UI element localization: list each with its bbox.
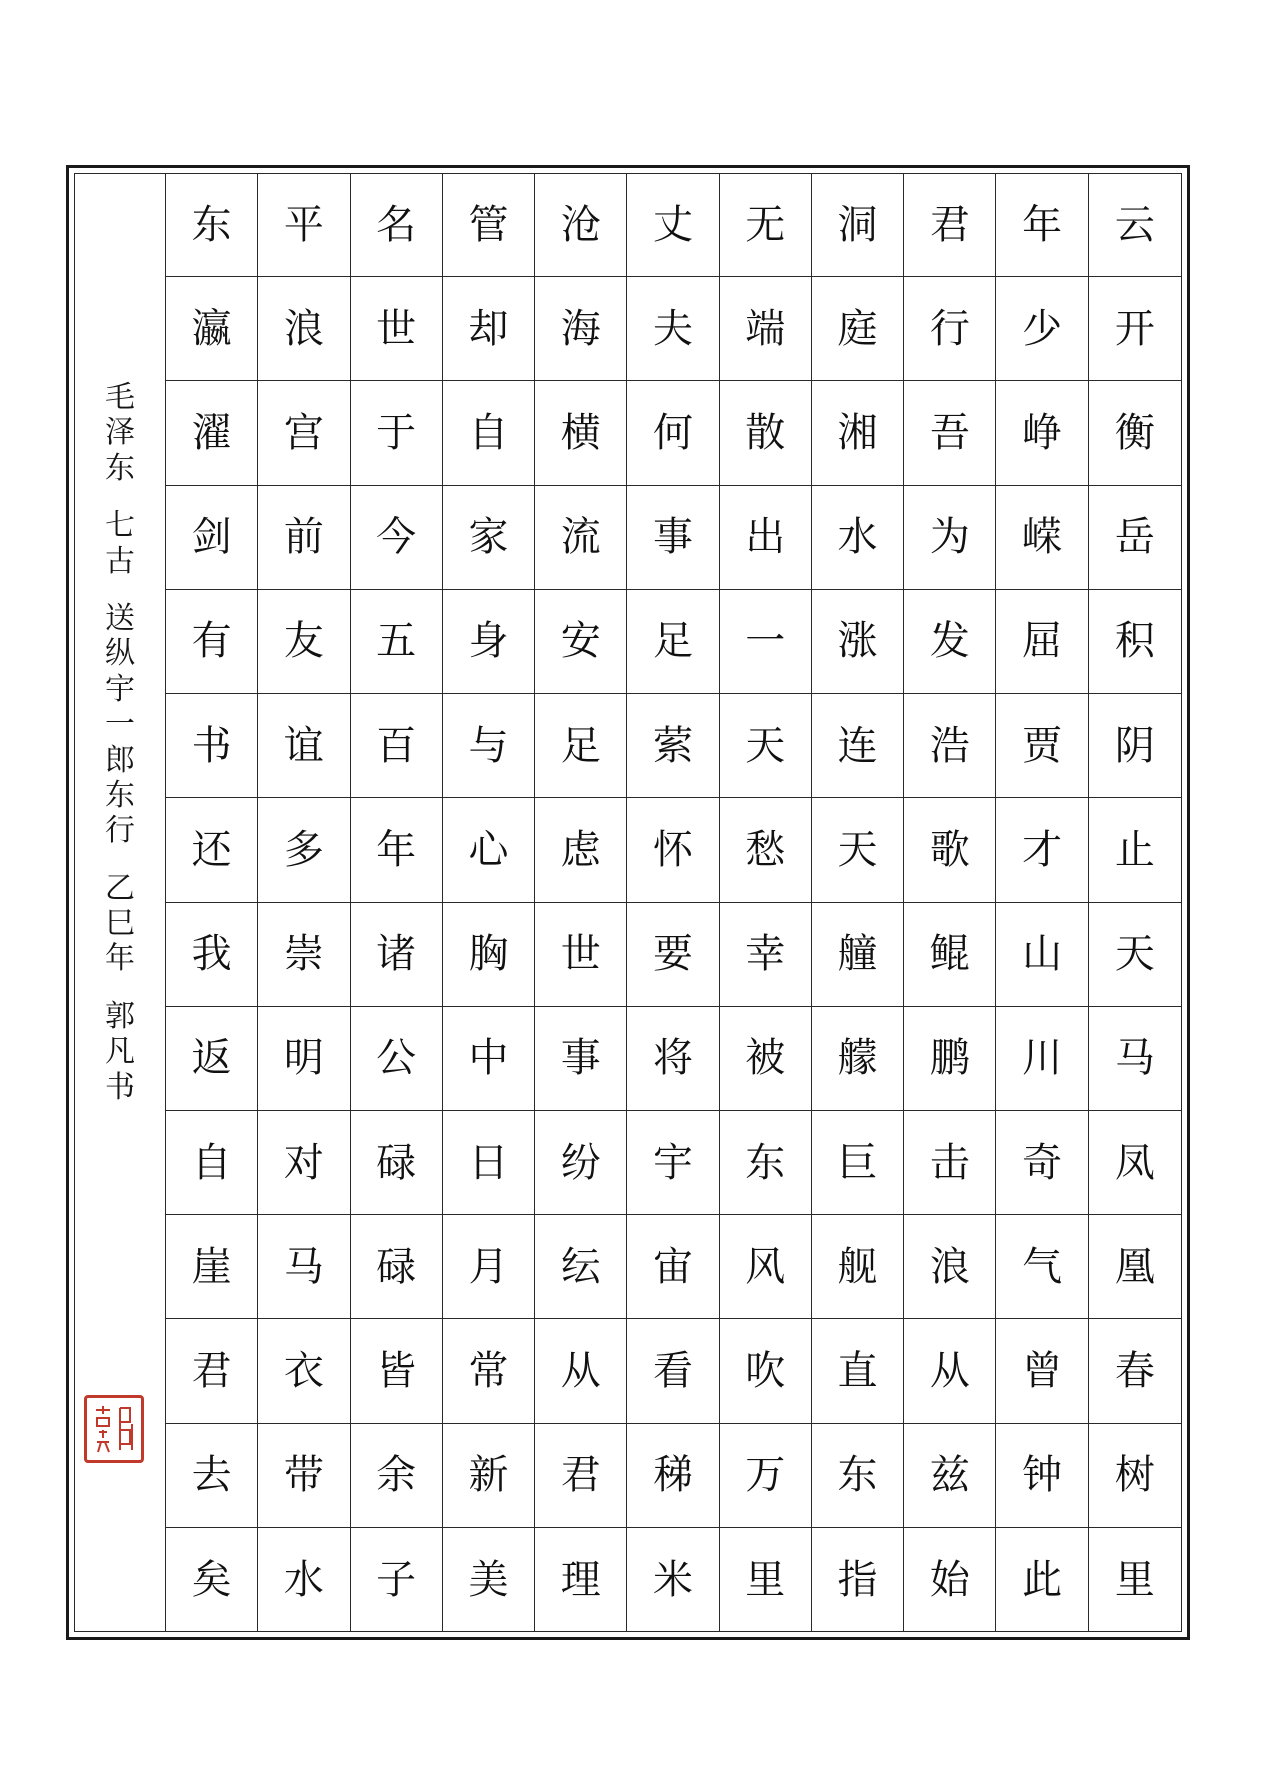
grid-cell-char: 纷 [535, 1111, 627, 1215]
grid-cell-char: 皆 [351, 1319, 443, 1423]
grid-cell-char: 湘 [812, 381, 904, 485]
grid-cell-char: 浪 [904, 1215, 996, 1319]
grid-cell-char: 萦 [627, 694, 719, 798]
grid-cell-char: 事 [535, 1007, 627, 1111]
grid-cell-char: 与 [443, 694, 535, 798]
grid-cell-char: 连 [812, 694, 904, 798]
inscription-char: 凡 [105, 1034, 135, 1070]
grid-cell-char: 碌 [351, 1111, 443, 1215]
grid-cell-char: 瀛 [166, 277, 258, 381]
grid-cell-char: 名 [351, 173, 443, 277]
inscription-char: 郭 [105, 998, 135, 1034]
grid-cell-char: 米 [627, 1528, 719, 1632]
grid-cell-char: 气 [996, 1215, 1088, 1319]
grid-cell-char: 里 [1114, 1556, 1155, 1603]
grid-cell-char: 足 [627, 590, 719, 694]
grid-cell-char: 横 [535, 381, 627, 485]
grid-cell-char: 君 [535, 1424, 627, 1528]
grid-cell-char: 为 [904, 486, 996, 590]
grid-cell-char: 行 [904, 277, 996, 381]
grid-cell-char: 里 [720, 1528, 812, 1632]
grid-cell-char: 发 [904, 590, 996, 694]
grid-cell-char: 夫 [627, 277, 719, 381]
grid-cell-char: 宫 [258, 381, 350, 485]
grid-cell-char: 艨 [812, 1007, 904, 1111]
grid-cell-char: 有 [166, 590, 258, 694]
grid-cell-char: 浩 [904, 694, 996, 798]
grid-cell-char: 事 [627, 486, 719, 590]
grid-cell-char: 贾 [996, 694, 1088, 798]
inscription-char: 东 [105, 777, 135, 813]
grid-cell-char: 吹 [720, 1319, 812, 1423]
grid-cell-char: 对 [258, 1111, 350, 1215]
grid-cell-char: 东 [720, 1111, 812, 1215]
grid-cell-char: 友 [258, 590, 350, 694]
inscription-char: 东 [105, 450, 135, 486]
grid-cell-char: 胸 [443, 903, 535, 1007]
calligraphy-grid [165, 173, 1181, 1632]
grid-cell-char: 东 [166, 173, 258, 277]
grid-cell-char: 才 [996, 798, 1088, 902]
grid-cell-char: 于 [351, 381, 443, 485]
grid-cell-char: 从 [535, 1319, 627, 1423]
grid-cell-char: 却 [443, 277, 535, 381]
grid-cell-char: 吾 [904, 381, 996, 485]
grid-cell-char: 虑 [535, 798, 627, 902]
grid-cell-char: 钟 [996, 1424, 1088, 1528]
grid-cell-char: 世 [535, 903, 627, 1007]
grid-cell-char: 沧 [535, 173, 627, 277]
inscription-char: 古 [105, 543, 135, 579]
grid-cell-char: 平 [258, 173, 350, 277]
grid-cell-char: 鹏 [904, 1007, 996, 1111]
grid-cell-char: 君 [166, 1319, 258, 1423]
grid-cell-char: 山 [996, 903, 1088, 1007]
grid-cell-char: 崇 [258, 903, 350, 1007]
grid-cell-char: 一 [720, 590, 812, 694]
grid-cell-char: 直 [812, 1319, 904, 1423]
grid-cell-char: 端 [720, 277, 812, 381]
grid-cell-char: 东 [812, 1424, 904, 1528]
grid-cell-char: 余 [351, 1424, 443, 1528]
grid-cell-char: 春 [1089, 1319, 1181, 1423]
grid-cell-char: 子 [351, 1528, 443, 1632]
grid-cell-char: 宙 [627, 1215, 719, 1319]
grid-cell-char: 愁 [720, 798, 812, 902]
grid-cell-char: 凤 [1089, 1111, 1181, 1215]
inscription-char: 乙 [105, 870, 135, 906]
grid-cell-char: 洞 [812, 173, 904, 277]
grid-cell-char: 水 [812, 486, 904, 590]
grid-cell-char: 指 [812, 1528, 904, 1632]
grid-cell-char: 岳 [1089, 486, 1181, 590]
grid-cell-char: 天 [720, 694, 812, 798]
grid-cell-char: 丈 [627, 173, 719, 277]
grid-cell-char: 纭 [535, 1215, 627, 1319]
grid-cell-char: 出 [720, 486, 812, 590]
grid-cell-char: 风 [720, 1215, 812, 1319]
grid-cell-char: 树 [1089, 1424, 1181, 1528]
inscription-char: 纵 [105, 636, 135, 672]
grid-cell-char: 从 [904, 1319, 996, 1423]
grid-cell-char: 宇 [627, 1111, 719, 1215]
grid-cell-char: 常 [443, 1319, 535, 1423]
inscription-char: 宇 [105, 671, 135, 707]
grid-cell-char: 兹 [904, 1424, 996, 1528]
inscription-char: 郎 [105, 742, 135, 778]
red-seal-stamp [84, 1395, 144, 1463]
grid-cell-char: 万 [720, 1424, 812, 1528]
inscription-char: 行 [105, 813, 135, 849]
grid-cell-char: 衡 [1089, 381, 1181, 485]
grid-cell-char: 自 [166, 1111, 258, 1215]
seal-glyph-left [116, 1404, 136, 1454]
grid-cell-char: 要 [627, 903, 719, 1007]
grid-cell-char: 美 [443, 1528, 535, 1632]
grid-cell-char: 阴 [1089, 694, 1181, 798]
grid-cell-char: 碌 [351, 1215, 443, 1319]
grid-cell-char: 流 [535, 486, 627, 590]
grid-cell-char: 心 [443, 798, 535, 902]
grid-cell-char: 马 [258, 1215, 350, 1319]
grid-cell-char: 凰 [1089, 1215, 1181, 1319]
grid-cell-char: 诸 [351, 903, 443, 1007]
grid-cell-char: 涨 [812, 590, 904, 694]
grid-cell-char: 百 [351, 694, 443, 798]
grid-cell-char: 自 [443, 381, 535, 485]
grid-cell-char: 艟 [812, 903, 904, 1007]
grid-cell-char: 庭 [812, 277, 904, 381]
grid-cell-char: 将 [627, 1007, 719, 1111]
grid-cell-char: 管 [443, 173, 535, 277]
inscription-year [105, 871, 135, 977]
grid-cell-char: 嵘 [996, 486, 1088, 590]
grid-cell-char: 此 [996, 1528, 1088, 1632]
grid-cell-char: 马 [1089, 1007, 1181, 1111]
grid-cell-char: 曾 [996, 1319, 1088, 1423]
grid-cell-char: 海 [535, 277, 627, 381]
inscription-char: 送 [105, 600, 135, 636]
grid-cell-char: 还 [166, 798, 258, 902]
grid-cell-char: 月 [443, 1215, 535, 1319]
grid-cell-char: 水 [258, 1528, 350, 1632]
grid-cell-char: 无 [720, 173, 812, 277]
grid-cell-char: 矣 [166, 1528, 258, 1632]
seal-glyph-right [93, 1404, 113, 1454]
grid-cell-char: 始 [904, 1528, 996, 1632]
grid-cell-char: 明 [258, 1007, 350, 1111]
inscription-char: 七 [105, 508, 135, 544]
grid-cell-char: 公 [351, 1007, 443, 1111]
grid-cell-char: 濯 [166, 381, 258, 485]
inscription-calligrapher [105, 999, 135, 1105]
inscription-char: 书 [105, 1069, 135, 1105]
grid-cell-char: 看 [627, 1319, 719, 1423]
grid-cell-char: 新 [443, 1424, 535, 1528]
grid-cell-char: 天 [1089, 903, 1181, 1007]
inscription-char: 毛 [105, 380, 135, 415]
grid-cell-char: 家 [443, 486, 535, 590]
grid-cell-char: 幸 [720, 903, 812, 1007]
grid-cell-char: 散 [720, 381, 812, 485]
grid-cell-char: 年 [351, 798, 443, 902]
inscription-author [105, 380, 135, 486]
inscription-char: 泽 [105, 415, 135, 451]
grid-cell-char: 今 [351, 486, 443, 590]
grid-cell-char: 衣 [258, 1319, 350, 1423]
grid-cell-char: 舰 [812, 1215, 904, 1319]
grid-cell-char: 前 [258, 486, 350, 590]
grid-cell-char: 峥 [996, 381, 1088, 485]
grid-cell-char: 多 [258, 798, 350, 902]
grid-cell-char: 鲲 [904, 903, 996, 1007]
inscription-form [105, 508, 135, 579]
grid-cell-char: 世 [351, 277, 443, 381]
grid-cell-char: 稊 [627, 1424, 719, 1528]
grid-cell-char: 歌 [904, 798, 996, 902]
grid-cell-char: 安 [535, 590, 627, 694]
grid-cell-char: 书 [166, 694, 258, 798]
grid-cell-char: 何 [627, 381, 719, 485]
inscription-char: 巳 [105, 906, 135, 942]
grid-cell-char: 巨 [812, 1111, 904, 1215]
grid-cell-char: 少 [996, 277, 1088, 381]
grid-cell-char: 剑 [166, 486, 258, 590]
grid-cell-char: 击 [904, 1111, 996, 1215]
grid-cell-char: 云 [1089, 173, 1181, 277]
grid-cell-char: 谊 [258, 694, 350, 798]
grid-cell-char: 返 [166, 1007, 258, 1111]
grid-cell-char: 理 [535, 1528, 627, 1632]
grid-cell-char: 浪 [258, 277, 350, 381]
inscription-char: 一 [105, 707, 135, 743]
grid-cell-char: 奇 [996, 1111, 1088, 1215]
grid-cell-char: 积 [1089, 590, 1181, 694]
grid-cell-char: 五 [351, 590, 443, 694]
inscription-title [105, 601, 135, 849]
grid-cell-char: 川 [996, 1007, 1088, 1111]
grid-cell-char: 开 [1089, 277, 1181, 381]
grid-cell-char: 中 [443, 1007, 535, 1111]
grid-cell-char: 屈 [996, 590, 1088, 694]
grid-cell-char: 足 [535, 694, 627, 798]
grid-cell-char: 我 [166, 903, 258, 1007]
inscription-column [98, 380, 142, 1105]
grid-cell-char: 去 [166, 1424, 258, 1528]
grid-cell-char: 天 [812, 798, 904, 902]
grid-cell-char: 止 [1089, 798, 1181, 902]
grid-cell-char: 年 [996, 173, 1088, 277]
grid-cell-char: 怀 [627, 798, 719, 902]
grid-cell-char: 被 [720, 1007, 812, 1111]
grid-cell-char: 日 [443, 1111, 535, 1215]
grid-cell-char: 带 [258, 1424, 350, 1528]
grid-cell-char: 身 [443, 590, 535, 694]
grid-cell-char: 君 [904, 173, 996, 277]
grid-cell-char: 崖 [166, 1215, 258, 1319]
inscription-char: 年 [105, 941, 135, 977]
